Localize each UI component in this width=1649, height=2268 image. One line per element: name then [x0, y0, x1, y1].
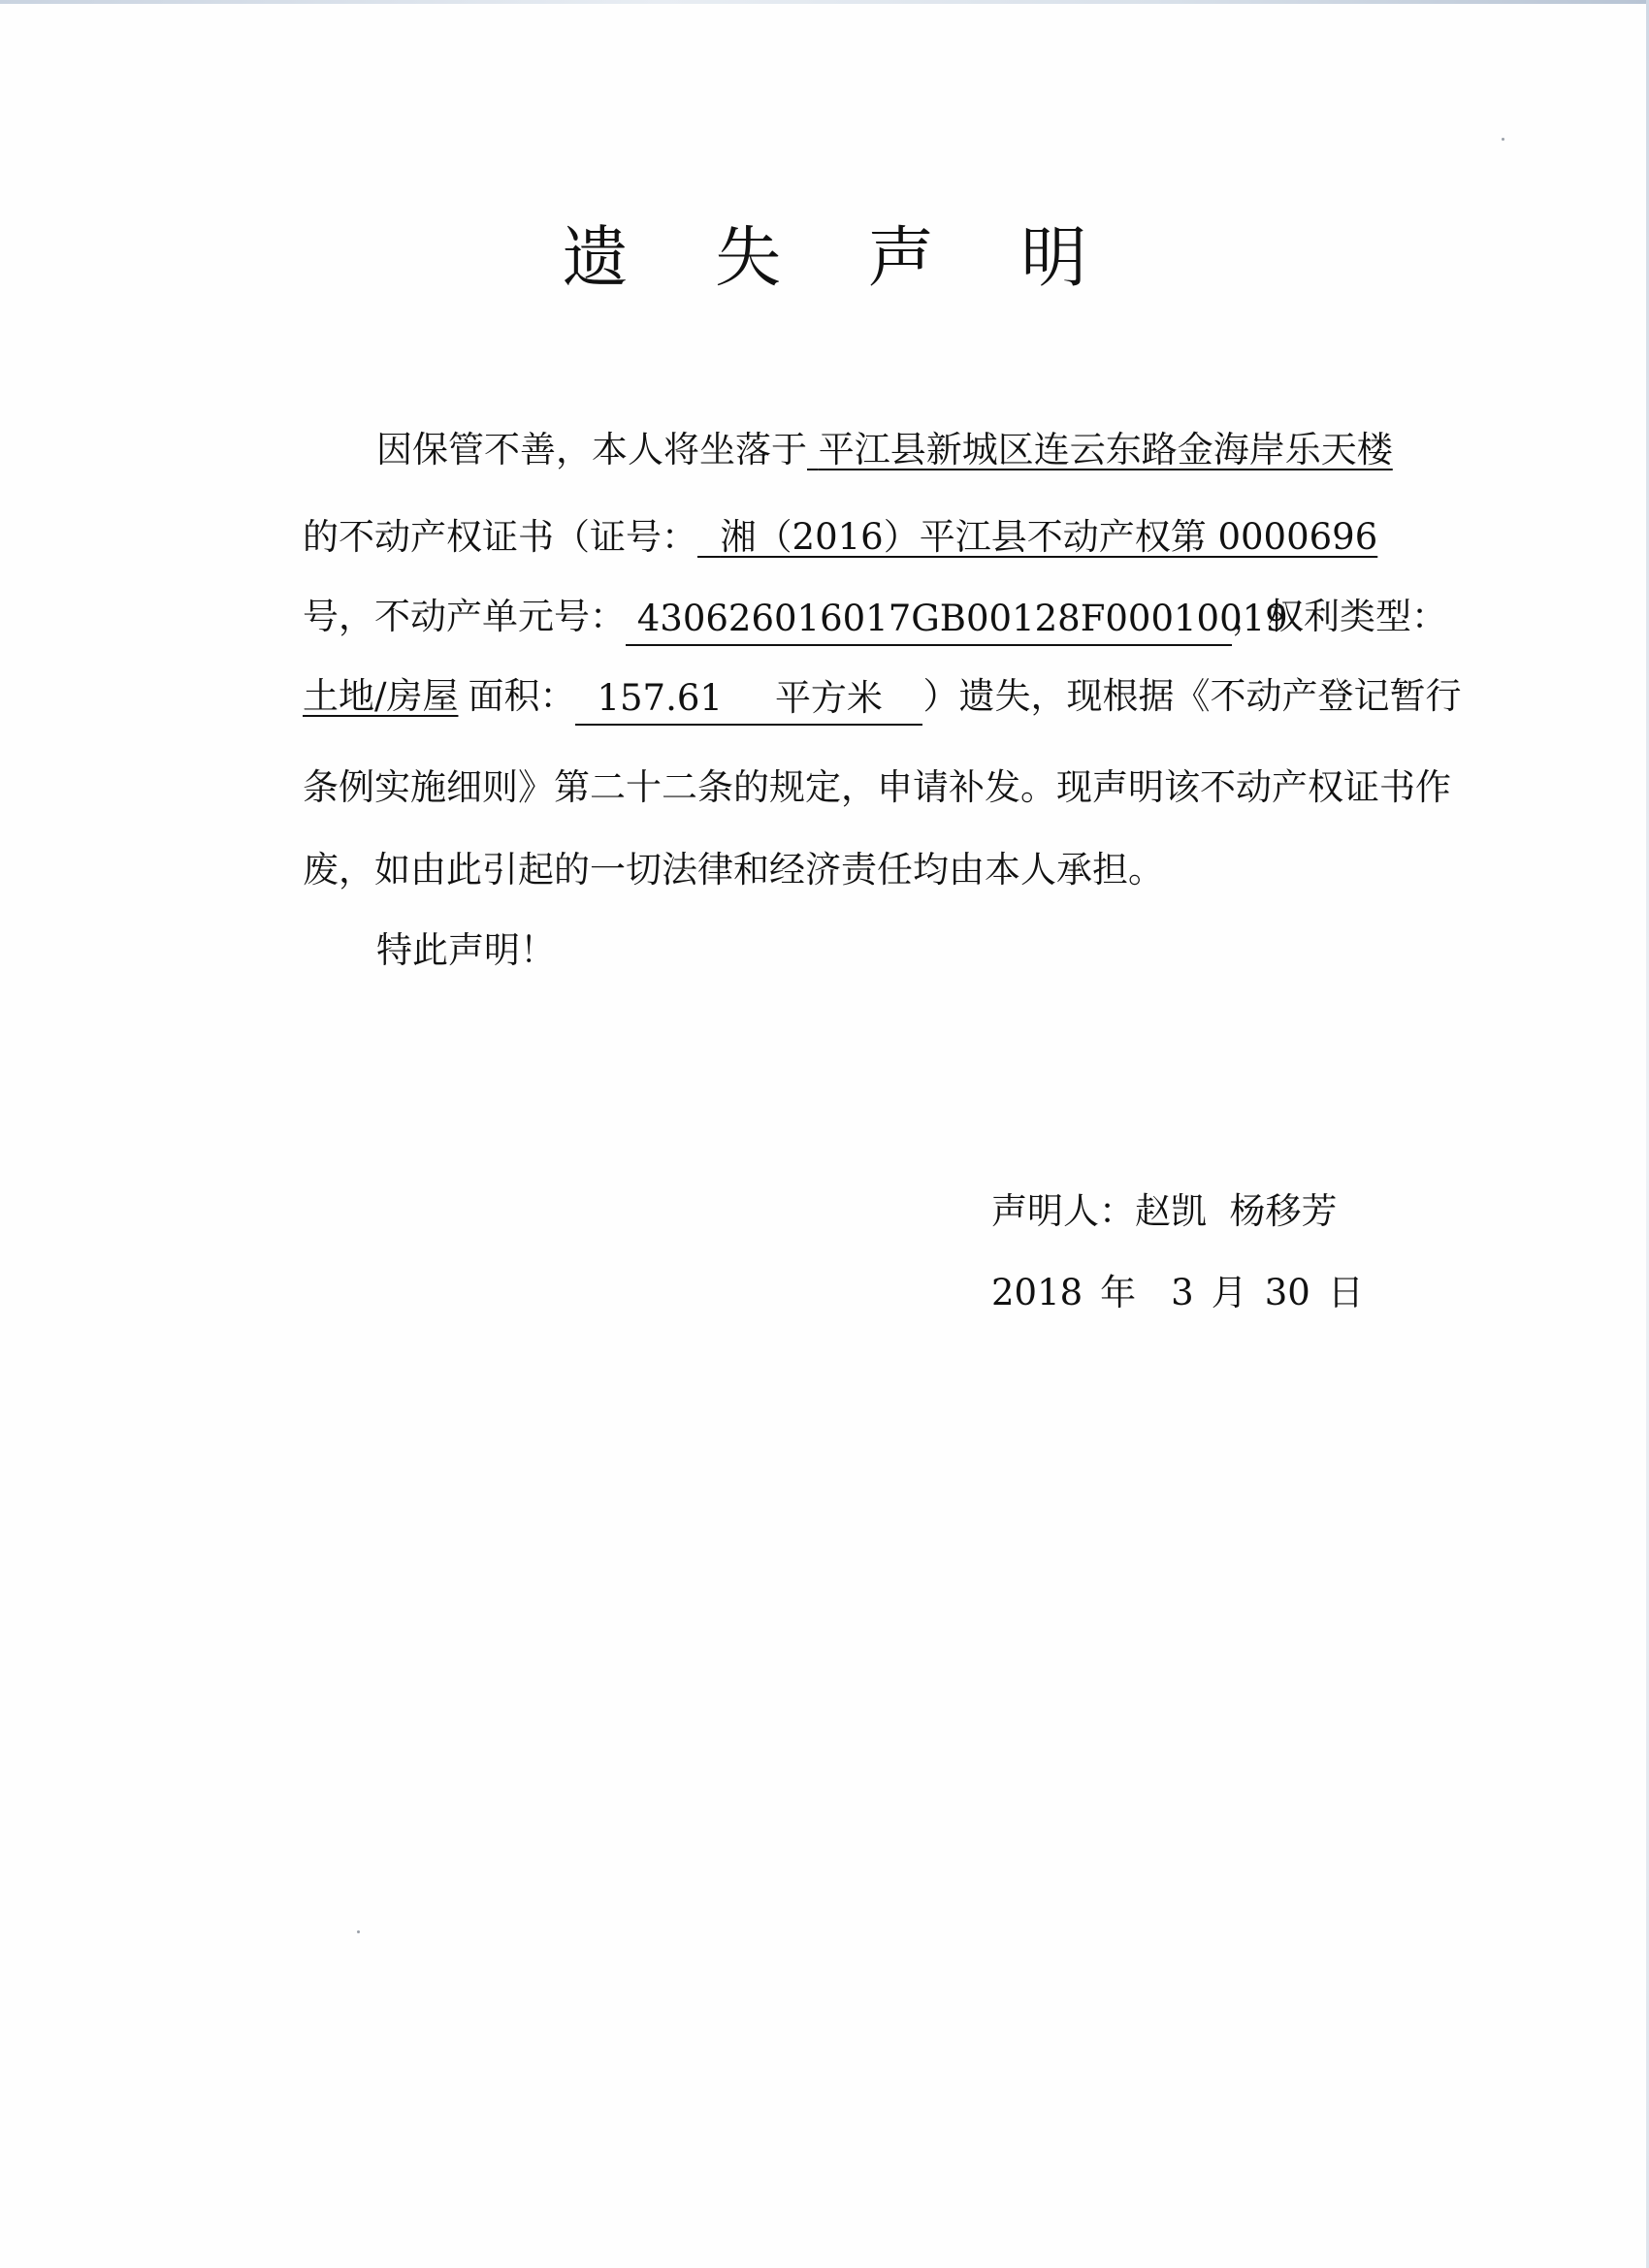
area-unit: 平方米 [774, 677, 883, 719]
scan-speck [357, 1930, 360, 1933]
scan-speck [1502, 138, 1504, 141]
declarant-names: 赵凯 杨移芳 [1135, 1190, 1338, 1232]
document-title: 遗 失 声 明 [562, 220, 1120, 297]
paragraph-line-3 [303, 588, 1447, 646]
right-type: 土地/房屋 [303, 675, 459, 717]
closing-statement: 特此声明！ [376, 929, 556, 971]
date-day: 30 [1264, 1272, 1310, 1313]
area-value: 157.61 [597, 677, 723, 719]
declarant-label: 声明人： [991, 1190, 1135, 1232]
line1-prefix: 因保管不善，本人将坐落于 [376, 429, 807, 470]
area-label: 面积： [468, 675, 576, 717]
date-month-label: 月 [1211, 1272, 1247, 1313]
date-year-label: 年 [1100, 1272, 1137, 1313]
line4-suffix: ）遗失，现根据《不动产登记暂行 [922, 675, 1462, 717]
unit-number-text: 430626016017GB00128F00010019 [636, 598, 1288, 639]
date-month: 3 [1171, 1272, 1194, 1313]
line3-suffix: ，权利类型： [1232, 596, 1447, 637]
date-year: 2018 [991, 1272, 1083, 1313]
paragraph-line-6: 废，如由此引起的一切法律和经济责任均由本人承担。 [303, 849, 1164, 891]
paragraph-line-4 [303, 667, 1462, 726]
paragraph-line-5: 条例实施细则》第二十二条的规定，申请补发。现声明该不动产权证书作 [303, 766, 1451, 808]
paragraph-line-1 [376, 421, 1502, 479]
unit-number-field [626, 594, 1288, 646]
paragraph-line-2 [303, 508, 1428, 567]
declaration-date [991, 1264, 1364, 1322]
certificate-number-text: 湘（2016）平江县不动产权第 0000696 [720, 516, 1378, 558]
date-day-label: 日 [1327, 1272, 1364, 1313]
line2-prefix: 的不动产权证书（证号： [303, 516, 697, 558]
line3-prefix: 号，不动产单元号： [303, 596, 626, 637]
scan-edge-top [0, 0, 1649, 4]
certificate-number [697, 516, 1377, 558]
property-location-text: 平江县新城区连云东路金海岸乐天楼 [818, 429, 1393, 470]
property-location [807, 429, 1393, 470]
area-field [575, 673, 922, 726]
declarant-line [991, 1183, 1338, 1241]
